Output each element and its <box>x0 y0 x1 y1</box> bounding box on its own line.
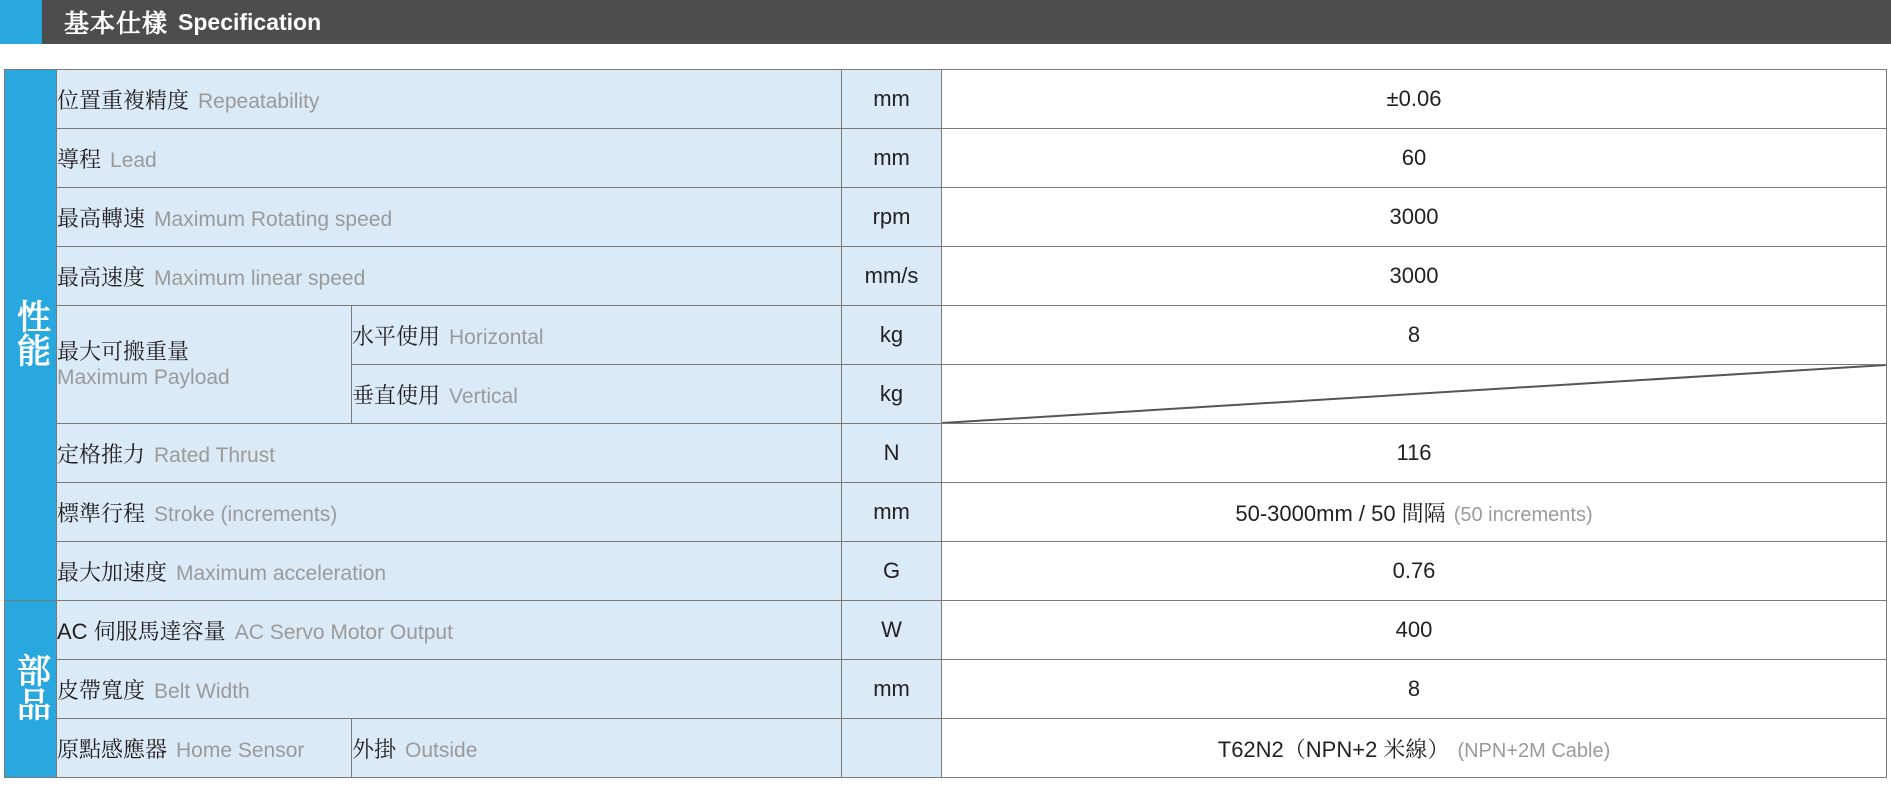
row-value-rated-thrust <box>942 424 1887 483</box>
header-title-chinese: 基本仕樣 <box>64 10 169 38</box>
label-cn: 定格推力 <box>57 441 146 467</box>
table-row <box>5 129 1887 188</box>
value-main: 60 <box>1401 145 1427 170</box>
row-unit-max-rotating-speed: rpm <box>842 188 942 247</box>
value-sub: (50 increments) <box>1453 503 1593 526</box>
row-value-belt-width <box>942 660 1887 719</box>
row-unit-rated-thrust: N <box>842 424 942 483</box>
row-unit-max-linear-speed: mm/s <box>842 247 942 306</box>
value-main: 50-3000mm / 50 間隔 <box>1235 500 1446 526</box>
label-en: Stroke (increments) <box>154 502 338 526</box>
label-cn: 垂直使用 <box>352 382 441 408</box>
row-label-belt-width <box>57 660 842 719</box>
row-value-max-rotating-speed <box>942 188 1887 247</box>
specification-table <box>4 69 1887 778</box>
row-label-lead <box>57 129 842 188</box>
row-value-home-sensor <box>942 719 1887 778</box>
label-cn: 最大可搬重量 <box>57 338 190 364</box>
label-en: Horizontal <box>449 325 544 349</box>
table-row <box>5 660 1887 719</box>
row-unit-ac-servo-motor-output: W <box>842 601 942 660</box>
row-value-payload-vertical-not-applicable <box>942 365 1887 424</box>
label-en: Maximum linear speed <box>154 266 366 290</box>
row-label-rated-thrust <box>57 424 842 483</box>
value-sub: (NPN+2M Cable) <box>1457 739 1611 762</box>
row-unit-payload-vertical: kg <box>842 365 942 424</box>
row-value-max-acceleration <box>942 542 1887 601</box>
table-row <box>5 306 1887 365</box>
label-cn: 最大加速度 <box>57 559 168 585</box>
row-label-max-linear-speed <box>57 247 842 306</box>
label-cn: 導程 <box>57 146 102 172</box>
row-label-payload-vertical <box>352 365 842 424</box>
row-value-stroke <box>942 483 1887 542</box>
label-en: Maximum acceleration <box>176 561 387 585</box>
value-main: 8 <box>1407 322 1421 347</box>
row-unit-repeatability: mm <box>842 70 942 129</box>
label-en: Maximum Rotating speed <box>154 207 393 231</box>
value-main: 3000 <box>1389 263 1439 288</box>
row-unit-home-sensor <box>842 719 942 778</box>
row-label-max-rotating-speed <box>57 188 842 247</box>
value-main: T62N2（NPN+2 米線） <box>1217 736 1450 762</box>
label-en: Repeatability <box>198 89 320 113</box>
category-components <box>5 601 57 778</box>
header-title-bar <box>42 0 1891 44</box>
label-cn: 原點感應器 <box>57 736 168 762</box>
label-en: Vertical <box>449 384 518 408</box>
row-unit-lead: mm <box>842 129 942 188</box>
label-cn: 最高速度 <box>57 264 146 290</box>
label-en: Outside <box>405 738 478 762</box>
label-cn: 最高轉速 <box>57 205 146 231</box>
row-unit-belt-width: mm <box>842 660 942 719</box>
table-row <box>5 719 1887 778</box>
value-main: 0.76 <box>1392 558 1436 583</box>
header-accent-block <box>0 0 42 44</box>
row-label-max-acceleration <box>57 542 842 601</box>
table-row <box>5 601 1887 660</box>
table-row <box>5 542 1887 601</box>
row-label-maximum-payload <box>57 306 352 424</box>
label-en: AC Servo Motor Output <box>234 620 453 644</box>
value-main: 3000 <box>1389 204 1439 229</box>
label-cn: 皮帶寬度 <box>57 677 146 703</box>
label-cn: 標準行程 <box>57 500 146 526</box>
label-en: Maximum Payload <box>57 366 230 390</box>
row-label-payload-horizontal <box>352 306 842 365</box>
row-label-stroke <box>57 483 842 542</box>
row-label-repeatability <box>57 70 842 129</box>
table-row <box>5 483 1887 542</box>
category-components-label: 部品 <box>11 652 50 721</box>
row-value-max-linear-speed <box>942 247 1887 306</box>
header-title-english: Specification <box>178 8 322 35</box>
row-value-payload-horizontal <box>942 306 1887 365</box>
row-label-home-sensor-outside <box>352 719 842 778</box>
table-row <box>5 188 1887 247</box>
not-applicable-diagonal-icon <box>942 365 1886 423</box>
row-value-lead <box>942 129 1887 188</box>
row-label-home-sensor <box>57 719 352 778</box>
label-en: Lead <box>110 148 157 172</box>
row-unit-payload-horizontal: kg <box>842 306 942 365</box>
category-performance-label: 性能 <box>11 298 50 367</box>
value-main: 400 <box>1395 617 1433 642</box>
section-header <box>0 0 1891 44</box>
row-label-ac-servo-motor-output <box>57 601 842 660</box>
table-row <box>5 424 1887 483</box>
label-en: Rated Thrust <box>154 443 276 467</box>
label-cn: AC 伺服馬達容量 <box>57 618 226 644</box>
row-value-ac-servo-motor-output <box>942 601 1887 660</box>
category-performance <box>5 70 57 601</box>
row-unit-max-acceleration: G <box>842 542 942 601</box>
value-main: ±0.06 <box>1386 86 1442 111</box>
label-cn: 水平使用 <box>352 323 441 349</box>
value-main: 116 <box>1396 440 1432 465</box>
label-en: Home Sensor <box>176 738 305 762</box>
row-value-repeatability <box>942 70 1887 129</box>
row-unit-stroke: mm <box>842 483 942 542</box>
label-en: Belt Width <box>154 679 250 703</box>
table-row <box>5 70 1887 129</box>
value-main: 8 <box>1407 676 1421 701</box>
label-cn: 位置重複精度 <box>57 87 190 113</box>
table-row <box>5 247 1887 306</box>
label-cn: 外掛 <box>352 736 397 762</box>
